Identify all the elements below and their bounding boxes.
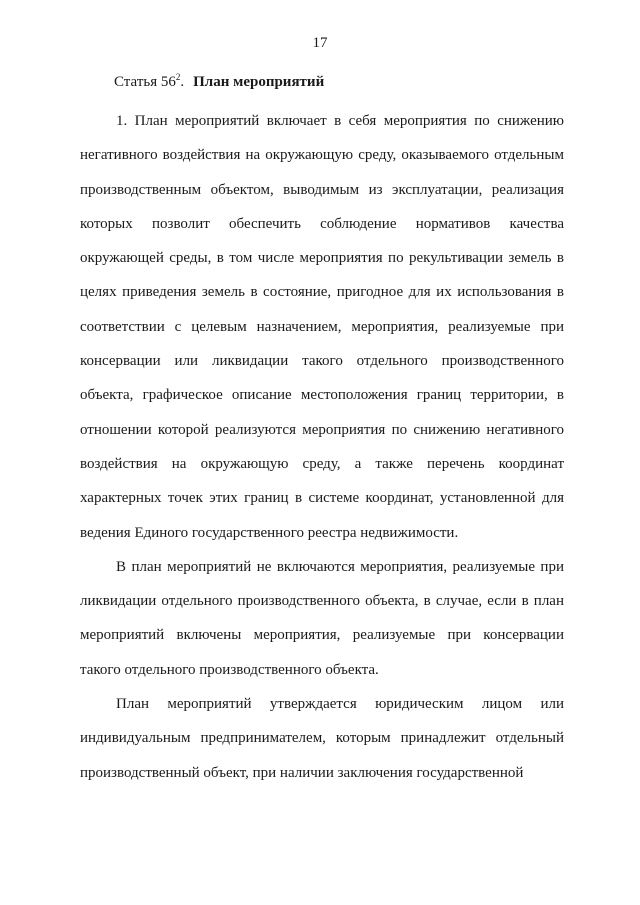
article-number: Статья $56^2$. — [114, 72, 185, 90]
article-superscript: 2 — [175, 72, 181, 82]
page-number: 17 — [312, 35, 328, 51]
paragraph-3: План мероприятий утверждается юридическим лицом или индивидуальным предпринимателем, которым принадлежит отдельный производственный объект, при наличии заключения государственной — [80, 696, 564, 781]
paragraph-1: 1. План мероприятий включает в себя мероприятия по снижению негативного воздействия на окружающую среду, оказываемого отдельным производственным объектом, выводимым из эксплуатации, реализация которых позволит обеспечить соблюдение нормативов качества окружающей среды, в том числе мероприятия по рекультивации земель в целях приведения земель в состояние, пригодное для их использования в соответствии с целевым назначением, мероприятия, реализуемые при консервации или ликвидации такого отдельного производственного объекта, графическое описание местоположения границ территории, в отношении которой реализуются мероприятия по снижению негативного воздействия на окружающую среду, а также перечень координат характерных точек этих границ в системе координат, установленной для ведения Единого государственного реестра недвижимости. — [80, 113, 564, 541]
paragraph-2: В план мероприятий не включаются мероприятия, реализуемые при ликвидации отдельного производственного объекта, в случае, если в план мероприятий включены мероприятия, реализуемые при консервации такого отдельного производственного объекта. — [80, 558, 564, 678]
article-heading — [114, 72, 324, 91]
article-title: План мероприятий — [193, 74, 325, 90]
article-body — [80, 104, 564, 790]
